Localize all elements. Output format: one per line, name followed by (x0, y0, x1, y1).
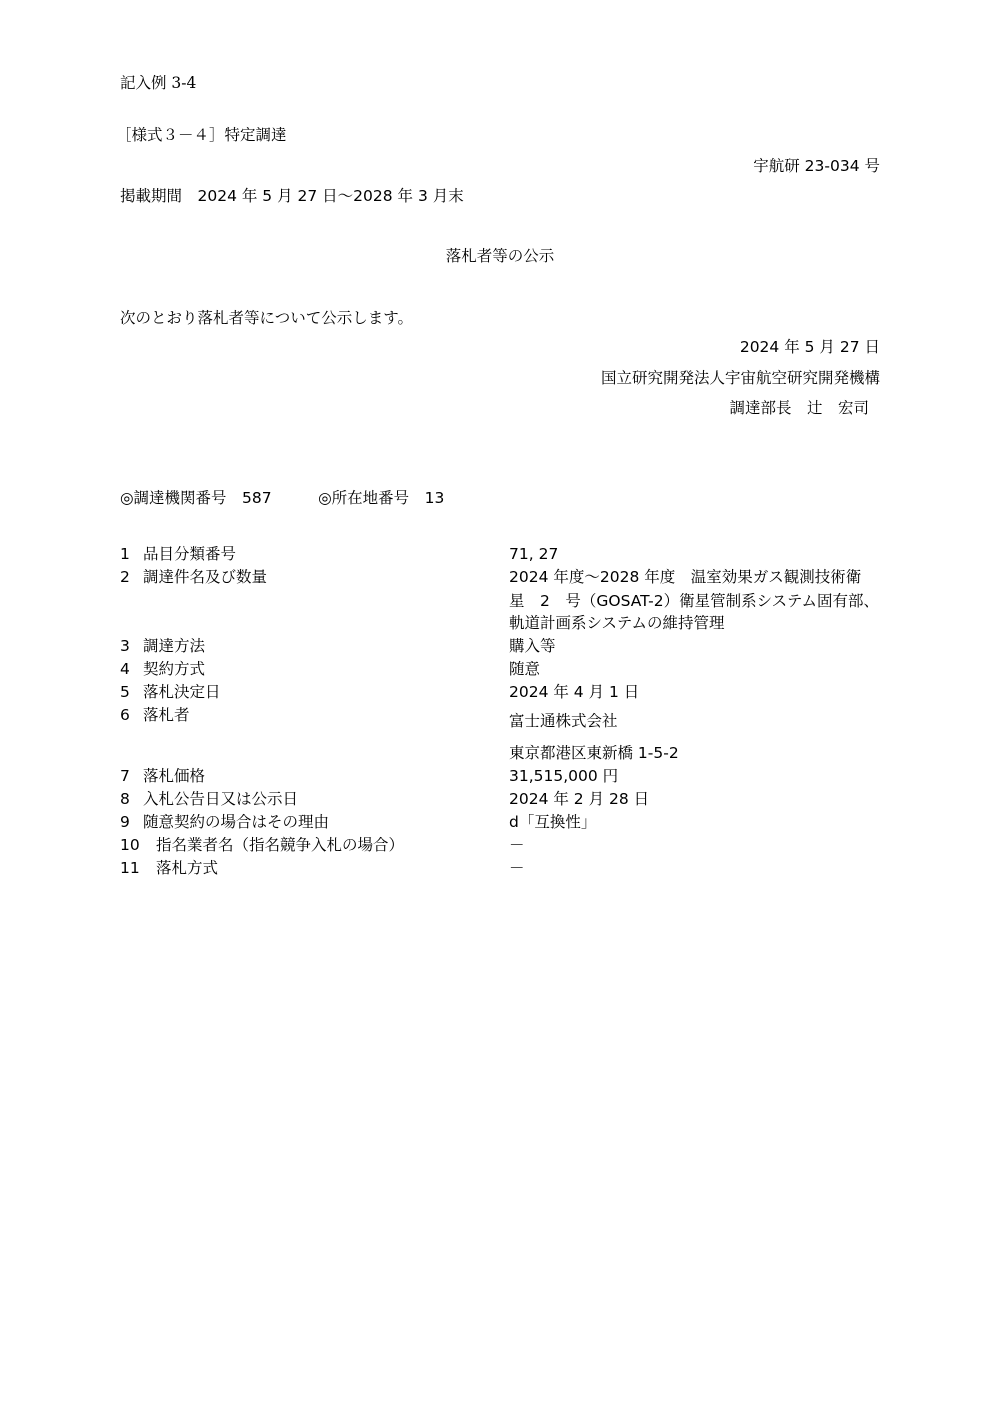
item-number: 7 (120, 767, 130, 785)
item-label: 指名業者名（指名競争入札の場合） (156, 836, 405, 854)
item-value: 東京都港区東新橋 1-5-2 (509, 744, 679, 762)
item-value: 31,515,000 円 (509, 767, 619, 785)
item-number: 9 (120, 813, 130, 831)
item-number: 8 (120, 790, 130, 808)
item-number: 11 (120, 859, 140, 877)
example-label: 記入例 3-4 (120, 74, 197, 92)
item-label: 品目分類番号 (143, 545, 237, 563)
item-label: 調達方法 (143, 637, 206, 655)
item-label: 落札価格 (143, 767, 206, 785)
item-label: 随意契約の場合はその理由 (143, 813, 330, 831)
item-value: 2024 年度～2028 年度 温室効果ガス観測技術衛 (509, 568, 862, 586)
item-value: 購入等 (509, 637, 556, 655)
item-value: 星 2 号（GOSAT-2）衛星管制系システム固有部、 (509, 592, 880, 610)
item-value: 71, 27 (509, 545, 559, 563)
issue-date: 2024 年 5 月 27 日 (739, 338, 880, 356)
item-value: 富士通株式会社 (509, 712, 618, 730)
item-label: 落札者 (143, 706, 190, 724)
reference-number: 宇航研 23-034 号 (753, 157, 880, 175)
item-number: 6 (120, 706, 130, 724)
item-label: 調達件名及び数量 (143, 568, 268, 586)
item-number: 3 (120, 637, 130, 655)
item-value: d「互換性」 (509, 813, 597, 831)
item-value: － (509, 836, 525, 854)
form-label: ［様式３－４］特定調達 (116, 126, 287, 144)
item-label: 入札公告日又は公示日 (143, 790, 299, 808)
item-label: 契約方式 (143, 660, 206, 678)
item-number: 2 (120, 568, 130, 586)
item-number: 10 (120, 836, 140, 854)
item-number: 1 (120, 545, 130, 563)
issuer-official: 調達部長 辻 宏司 (729, 399, 869, 417)
agency-codes: ◎調達機関番号 587 ◎所在地番号 13 (120, 489, 445, 507)
posting-period: 掲載期間 2024 年 5 月 27 日～2028 年 3 月末 (120, 187, 464, 205)
issuer-organization: 国立研究開発法人宇宙航空研究開発機構 (600, 369, 880, 387)
item-value: 2024 年 4 月 1 日 (509, 683, 640, 701)
item-value: － (509, 859, 525, 877)
item-value: 軌道計画系システムの維持管理 (509, 614, 725, 632)
item-number: 4 (120, 660, 130, 678)
item-number: 5 (120, 683, 130, 701)
item-label: 落札方式 (156, 859, 219, 877)
item-value: 2024 年 2 月 28 日 (509, 790, 650, 808)
item-value: 随意 (509, 660, 541, 678)
page-title: 落札者等の公示 (445, 247, 555, 265)
intro-text: 次のとおり落札者等について公示します。 (120, 309, 413, 327)
item-label: 落札決定日 (143, 683, 221, 701)
